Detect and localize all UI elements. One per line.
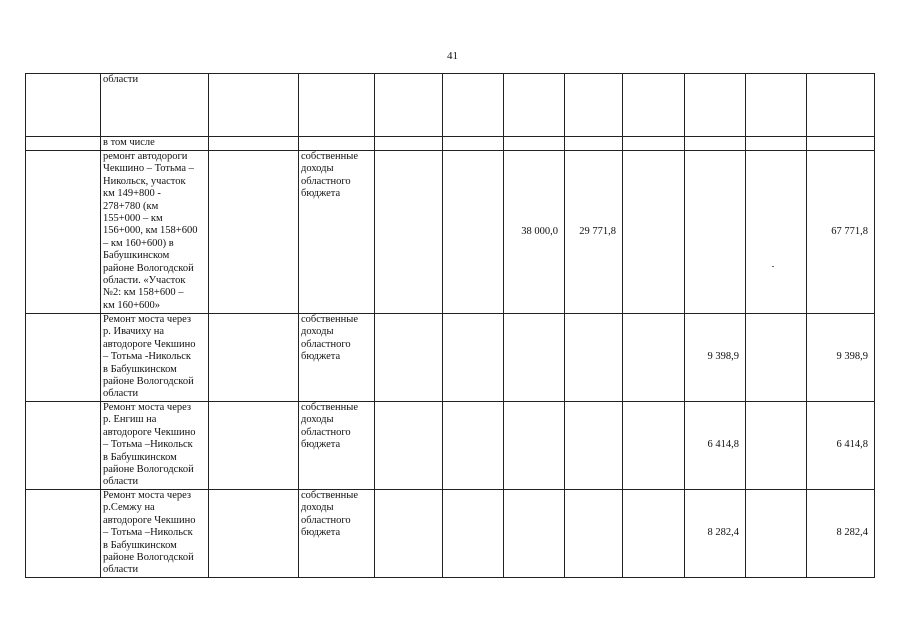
empty-cell: [26, 402, 101, 490]
funding-source-line: собственные: [301, 490, 359, 501]
description-line: районе Вологодской: [103, 552, 194, 564]
page-number: 41: [447, 50, 458, 62]
empty-cell: [807, 74, 875, 137]
funding-source-cell: [299, 490, 375, 578]
empty-cell: [504, 74, 565, 137]
empty-cell: [375, 137, 443, 151]
empty-cell: [375, 402, 443, 490]
table-row: [26, 74, 875, 137]
funding-source-line: бюджета: [301, 527, 341, 539]
funding-source-cell: [299, 74, 375, 137]
empty-cell: [209, 74, 299, 137]
funding-source-line: бюджета: [301, 351, 341, 363]
empty-cell: [565, 490, 623, 578]
description-line: – Тотьма –Никольск: [103, 439, 193, 451]
empty-cell: [504, 314, 565, 402]
description-line: – км 160+600) в: [103, 237, 174, 249]
funding-source-line: собственные: [301, 151, 359, 162]
empty-cell: [443, 314, 504, 402]
scan-speck: [772, 266, 774, 267]
empty-cell: [375, 74, 443, 137]
value-cell: 38 000,0: [504, 151, 565, 314]
empty-cell: [375, 151, 443, 314]
description-line: р. Ивачиху на: [103, 326, 165, 338]
empty-cell: [209, 137, 299, 151]
empty-cell: [746, 490, 807, 578]
funding-source-line: областного: [301, 426, 351, 438]
funding-source-cell: [299, 402, 375, 490]
empty-cell: [685, 74, 746, 137]
empty-cell: [685, 151, 746, 314]
description-line: №2: км 158+600 –: [103, 287, 184, 299]
empty-cell: [26, 151, 101, 314]
empty-cell: [746, 314, 807, 402]
description-line: р. Енгиш на: [103, 414, 157, 426]
description-line: Ремонт моста через: [103, 402, 192, 413]
funding-source-line: доходы: [301, 414, 334, 426]
description-line: 155+000 – км: [103, 213, 163, 225]
empty-cell: [504, 490, 565, 578]
empty-cell: [443, 151, 504, 314]
empty-cell: [443, 74, 504, 137]
empty-cell: [565, 74, 623, 137]
table-row: [26, 151, 875, 314]
description-line: области. «Участок: [103, 275, 186, 287]
description-line: автодороге Чекшино: [103, 514, 196, 526]
funding-source-line: бюджета: [301, 439, 341, 451]
value-cell: 9 398,9: [685, 314, 746, 402]
table-row: [26, 314, 875, 402]
table-row: [26, 490, 875, 578]
description-line: Бабушкинском: [103, 250, 170, 262]
empty-cell: [565, 402, 623, 490]
value-cell: 29 771,8: [565, 151, 623, 314]
description-line: км 160+600»: [103, 299, 161, 311]
description-line: 278+780 (км: [103, 200, 159, 212]
empty-cell: [746, 137, 807, 151]
description-line: области: [103, 388, 139, 400]
table-row: [26, 402, 875, 490]
empty-cell: [623, 151, 685, 314]
empty-cell: [26, 314, 101, 402]
total-value-cell: 9 398,9: [807, 314, 875, 402]
funding-source-line: бюджета: [301, 188, 341, 200]
empty-cell: [623, 402, 685, 490]
description-line: районе Вологодской: [103, 464, 194, 476]
funding-source-line: собственные: [301, 314, 359, 325]
description-line: Ремонт моста через: [103, 314, 192, 325]
description-cell: [101, 74, 209, 137]
empty-cell: [565, 314, 623, 402]
empty-cell: [623, 314, 685, 402]
empty-cell: [443, 137, 504, 151]
value-cell: 6 414,8: [685, 402, 746, 490]
total-value-cell: 8 282,4: [807, 490, 875, 578]
empty-cell: [565, 137, 623, 151]
description-line: районе Вологодской: [103, 376, 194, 388]
funding-source-line: областного: [301, 514, 351, 526]
description-line: области: [103, 564, 139, 576]
description-line: р.Семжу на: [103, 502, 155, 514]
funding-source-cell: [299, 137, 375, 151]
empty-cell: [375, 490, 443, 578]
description-line: автодороге Чекшино: [103, 426, 196, 438]
empty-cell: [375, 314, 443, 402]
description-cell: [101, 402, 209, 490]
description-line: в Бабушкинском: [103, 539, 177, 551]
funding-source-cell: [299, 314, 375, 402]
empty-cell: [209, 402, 299, 490]
empty-cell: [807, 137, 875, 151]
description-line: в Бабушкинском: [103, 451, 177, 463]
funding-source-line: доходы: [301, 163, 334, 175]
description-cell: [101, 137, 209, 151]
funding-source-line: областного: [301, 338, 351, 350]
description-line: в том числе: [103, 137, 155, 148]
empty-cell: [623, 74, 685, 137]
funding-source-line: областного: [301, 175, 351, 187]
description-cell: [101, 314, 209, 402]
empty-cell: [685, 137, 746, 151]
description-line: 156+000, км 158+600: [103, 225, 198, 237]
description-line: автодороге Чекшино: [103, 338, 196, 350]
description-line: км 149+800 -: [103, 188, 161, 200]
description-line: – Тотьма –Никольск: [103, 527, 193, 539]
description-cell: [101, 151, 209, 314]
description-line: – Тотьма -Никольск: [103, 351, 192, 363]
empty-cell: [623, 490, 685, 578]
value-cell: 8 282,4: [685, 490, 746, 578]
budget-table: [25, 73, 875, 578]
empty-cell: [26, 74, 101, 137]
empty-cell: [26, 137, 101, 151]
empty-cell: [504, 137, 565, 151]
description-line: в Бабушкинском: [103, 363, 177, 375]
description-line: Никольск, участок: [103, 175, 186, 187]
description-line: Ремонт моста через: [103, 490, 192, 501]
empty-cell: [504, 402, 565, 490]
empty-cell: [443, 402, 504, 490]
description-line: Чекшино – Тотьма –: [103, 163, 194, 175]
funding-source-line: доходы: [301, 502, 334, 514]
funding-source-line: собственные: [301, 402, 359, 413]
empty-cell: [746, 74, 807, 137]
empty-cell: [623, 137, 685, 151]
funding-source-line: доходы: [301, 326, 334, 338]
description-line: области: [103, 74, 139, 85]
empty-cell: [443, 490, 504, 578]
table-row: [26, 137, 875, 151]
empty-cell: [746, 402, 807, 490]
empty-cell: [26, 490, 101, 578]
description-line: районе Вологодской: [103, 262, 194, 274]
description-line: ремонт автодороги: [103, 151, 188, 162]
empty-cell: [209, 151, 299, 314]
description-cell: [101, 490, 209, 578]
total-value-cell: 6 414,8: [807, 402, 875, 490]
empty-cell: [746, 151, 807, 314]
empty-cell: [209, 314, 299, 402]
description-line: области: [103, 476, 139, 488]
empty-cell: [209, 490, 299, 578]
funding-source-cell: [299, 151, 375, 314]
total-value-cell: 67 771,8: [807, 151, 875, 314]
